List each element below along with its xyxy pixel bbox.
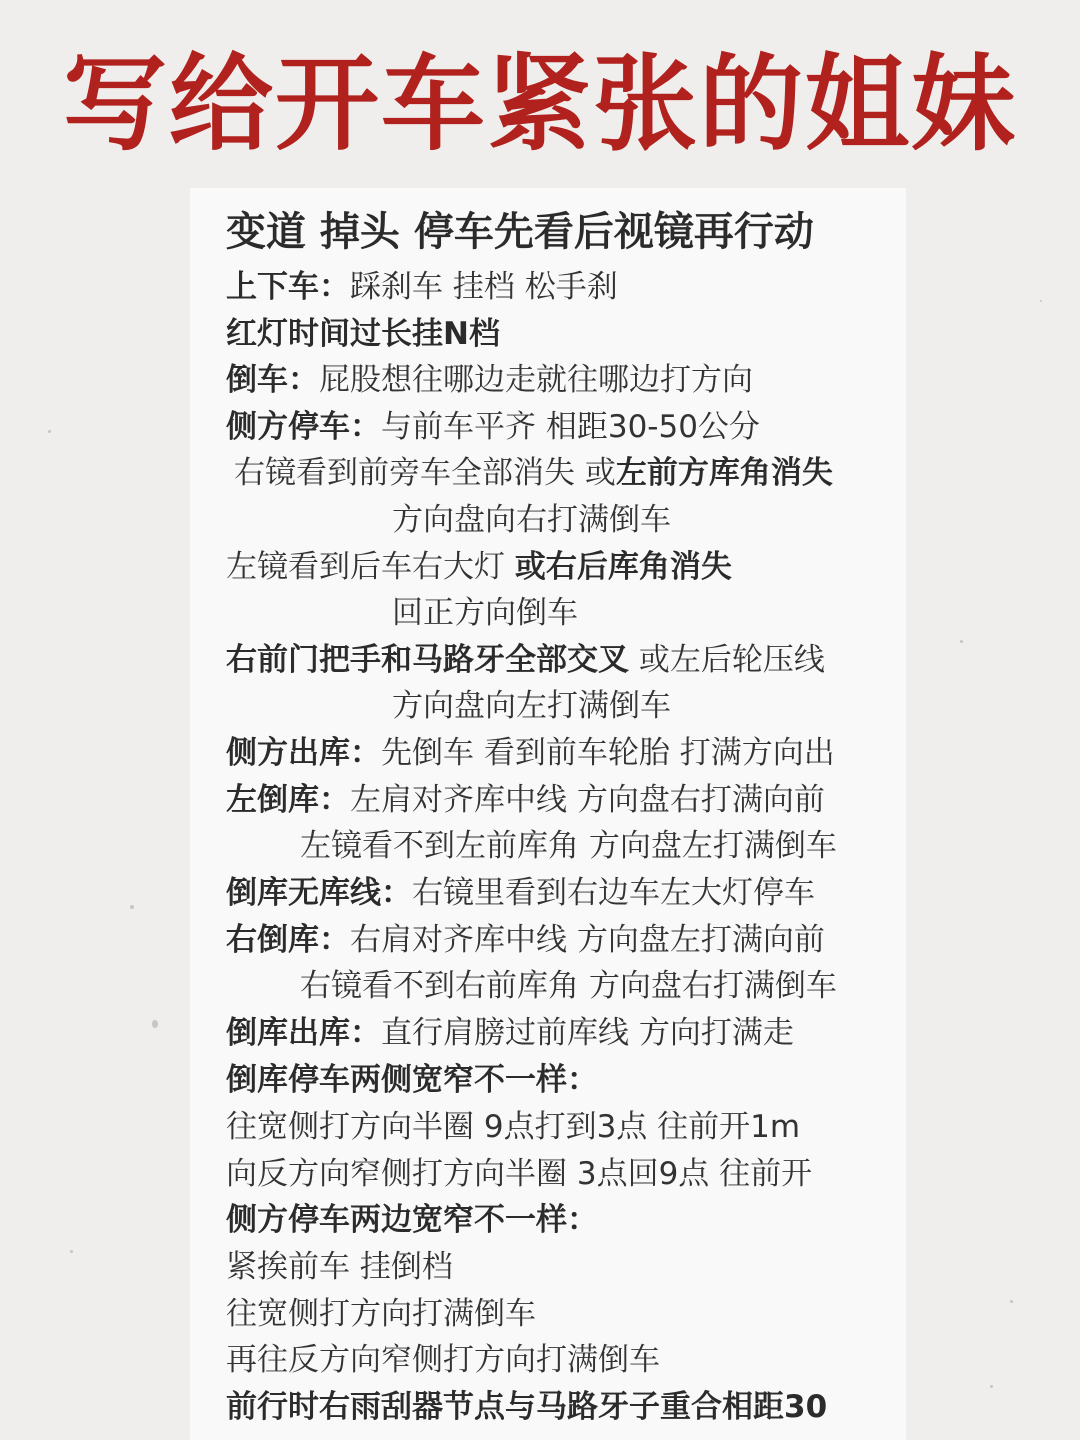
- text-line: [392, 497, 671, 543]
- line-text: 左镜看到后车右大灯: [226, 549, 515, 585]
- paper-speck: [1040, 300, 1042, 302]
- line-text: 方向盘向右打满倒车: [392, 502, 671, 538]
- paper-speck: [152, 1020, 158, 1028]
- line-label: 倒库停车两侧宽窄不一样：: [226, 1062, 598, 1098]
- text-line: [226, 1384, 827, 1430]
- line-text: 左镜看不到左前库角 方向盘左打满倒车: [300, 828, 837, 864]
- line-text: 右镜看不到右前库角 方向盘右打满倒车: [300, 968, 837, 1004]
- line-text: 方向盘向左打满倒车: [392, 688, 671, 724]
- line-text: 往宽侧打方向打满倒车: [226, 1296, 536, 1332]
- line-text: 往宽侧打方向半圈 9点打到3点 往前开1m: [226, 1109, 801, 1145]
- page-title: 写给开车紧张的姐妹: [62, 43, 1017, 165]
- text-line: [300, 823, 837, 869]
- text-line: [226, 1057, 598, 1103]
- text-line: [226, 1010, 794, 1056]
- text-line: [226, 917, 825, 963]
- line-text: 左肩对齐库中线 方向盘右打满向前: [350, 782, 825, 818]
- line-label: 侧方出库：: [226, 735, 381, 771]
- line-text: 右肩对齐库中线 方向盘左打满向前: [350, 922, 825, 958]
- paper-speck: [990, 1385, 993, 1388]
- line-text: 右镜看到前旁车全部消失 或: [234, 455, 616, 491]
- line-label: 左前方库角消失: [615, 455, 833, 491]
- paper-speck: [130, 905, 134, 909]
- text-line: [226, 311, 500, 357]
- line-label: 右前门把手和马路牙全部交叉: [226, 642, 629, 678]
- text-line: [226, 1244, 453, 1290]
- line-text: 先倒车 看到前车轮胎 打满方向出: [381, 735, 835, 771]
- text-line: [392, 590, 578, 636]
- paper-speck: [960, 640, 963, 643]
- text-line: [226, 1197, 598, 1243]
- text-line: [226, 1337, 660, 1383]
- text-line: [300, 963, 837, 1009]
- line-text: 向反方向窄侧打方向半圈 3点回9点 往前开: [226, 1156, 813, 1192]
- line-label: 侧方停车两边宽窄不一样：: [226, 1202, 598, 1238]
- line-text: 与前车平齐 相距30-50公分: [381, 409, 760, 445]
- line-text: 回正方向倒车: [392, 595, 578, 631]
- line-text: 再往反方向窄侧打方向打满倒车: [226, 1342, 660, 1378]
- line-label: 右倒库：: [226, 922, 350, 958]
- line-label: 倒车：: [226, 362, 319, 398]
- line-label: 左倒库：: [226, 782, 350, 818]
- line-label: 倒库出库：: [226, 1015, 381, 1051]
- line-label: 上下车：: [226, 269, 350, 305]
- line-label: 侧方停车：: [226, 409, 381, 445]
- line-text: 直行肩膀过前库线 方向打满走: [381, 1015, 794, 1051]
- text-line: [234, 450, 833, 496]
- paper-speck: [70, 1250, 73, 1253]
- text-line: [392, 683, 671, 729]
- line-label: 红灯时间过长挂N档: [226, 316, 500, 352]
- paper-speck: [48, 430, 51, 433]
- text-line: [226, 637, 825, 683]
- text-line: [226, 870, 815, 916]
- paper-speck: [1010, 1300, 1013, 1303]
- line-text: 或左后轮压线: [629, 642, 825, 678]
- line-label: 倒库无库线：: [226, 875, 412, 911]
- line-text: 踩刹车 挂档 松手刹: [350, 269, 618, 305]
- text-line: [226, 544, 732, 590]
- line-text: 屁股想往哪边走就往哪边打方向: [319, 362, 753, 398]
- line-text: 右镜里看到右边车左大灯停车: [412, 875, 815, 911]
- text-line: [226, 357, 753, 403]
- line-label: 前行时右雨刮器节点与马路牙子重合相距30: [226, 1389, 828, 1425]
- line-label: 或右后库角消失: [514, 549, 732, 585]
- content-subtitle: 变道 掉头 停车先看后视镜再行动: [226, 209, 814, 255]
- text-line: [226, 730, 835, 776]
- text-line: [226, 1151, 812, 1197]
- line-text: 紧挨前车 挂倒档: [226, 1249, 453, 1285]
- text-line: [226, 1291, 536, 1337]
- text-line: [226, 1104, 800, 1150]
- text-line: [226, 777, 825, 823]
- text-line: [226, 404, 760, 450]
- text-line: [226, 264, 618, 310]
